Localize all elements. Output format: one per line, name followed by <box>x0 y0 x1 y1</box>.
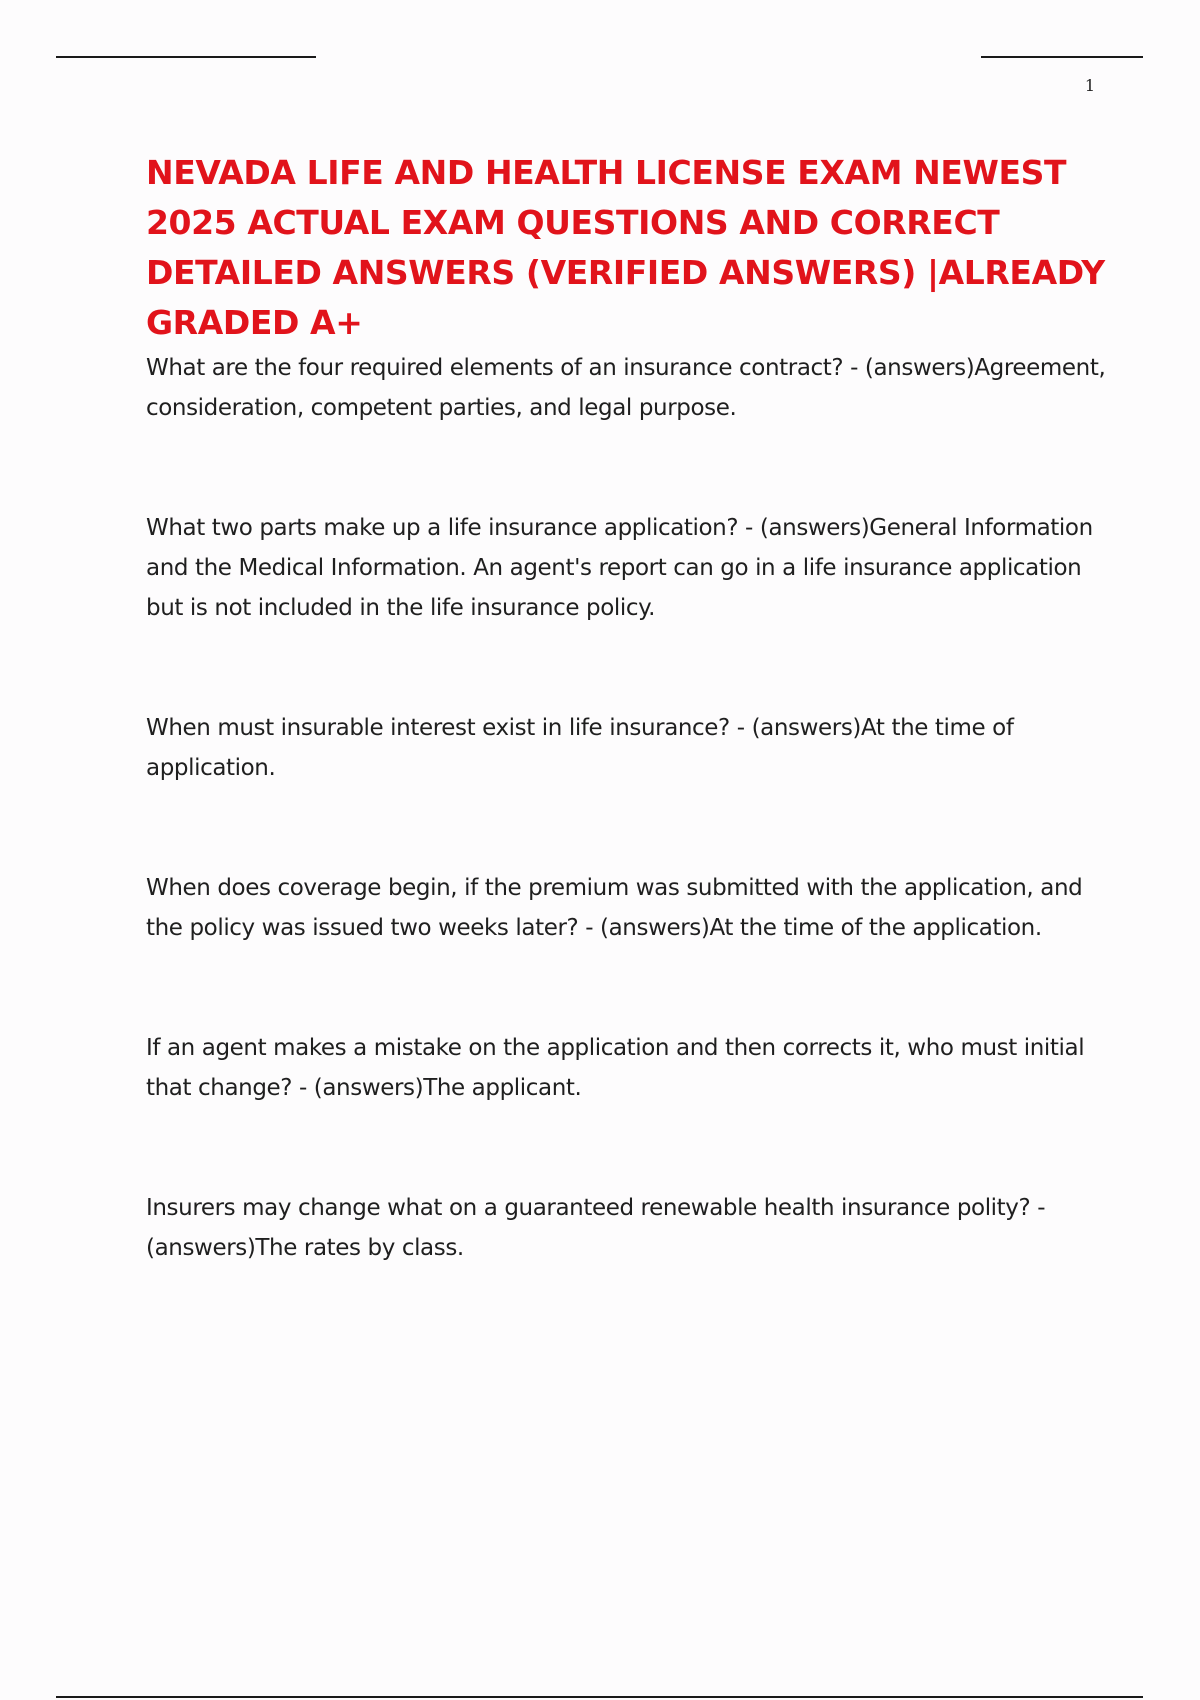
qa-item-3: When must insurable interest exist in life insurance? - (answers)At the time of application. <box>146 715 1014 781</box>
footer-rule <box>56 1696 1143 1698</box>
qa-item-1: What are the four required elements of an insurance contract? - (answers)Agreement, consideration, competent parties, and legal purpose. <box>146 355 1106 421</box>
document-body <box>146 148 1106 1268</box>
question-answer-list <box>146 348 1106 1268</box>
qa-item-5: If an agent makes a mistake on the application and then corrects it, who must initial that change? - (answers)The applicant. <box>146 1035 1085 1101</box>
qa-item-6: Insurers may change what on a guaranteed renewable health insurance polity? - (answers)The rates by class. <box>146 1195 1046 1261</box>
header-rule-right <box>981 56 1143 58</box>
qa-item-4: When does coverage begin, if the premium was submitted with the application, and the policy was issued two weeks later? - (answers)At the time of the application. <box>146 875 1083 941</box>
page-number: 1 <box>1084 76 1096 95</box>
document-title: NEVADA LIFE AND HEALTH LICENSE EXAM NEWEST 2025 ACTUAL EXAM QUESTIONS AND CORRECT DETAILED ANSWERS (VERIFIED ANSWERS) |ALREADY GRADED A+ <box>146 153 1105 342</box>
qa-item-2: What two parts make up a life insurance application? - (answers)General Information and the Medical Information. An agent's report can go in a life insurance application but is not included in the life insurance policy. <box>146 515 1093 621</box>
header-rule-left <box>56 56 316 58</box>
